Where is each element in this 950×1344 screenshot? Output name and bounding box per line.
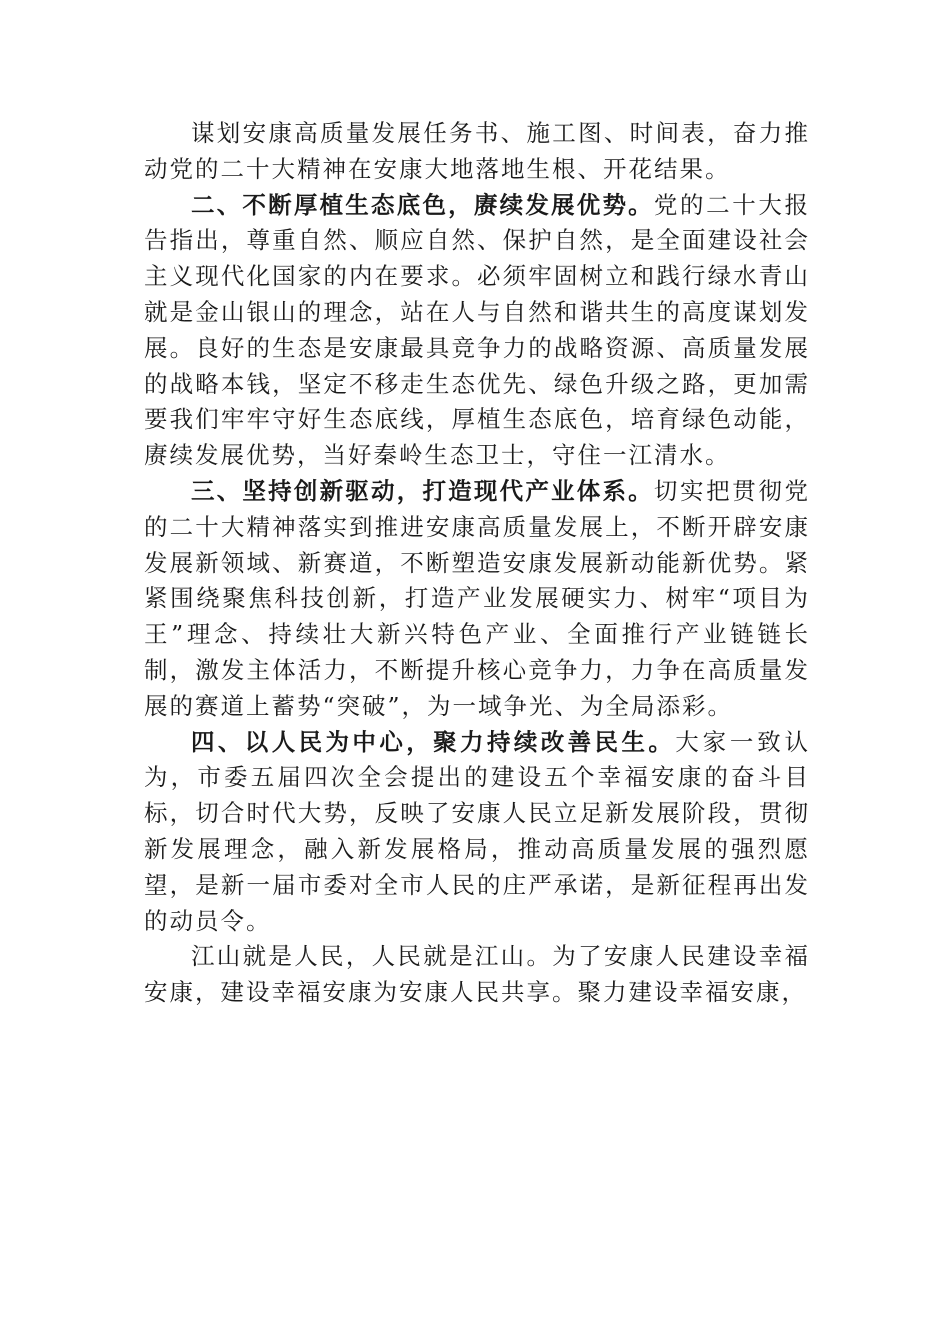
section-heading: 二、不断厚植生态底色，赓续发展优势。 <box>191 190 654 219</box>
paragraph-people <box>144 939 810 1011</box>
paragraph-innovation <box>144 474 810 725</box>
section-heading: 四、以人民为中心，聚力持续改善民生。 <box>191 727 676 756</box>
paragraph-livelihood <box>144 725 810 940</box>
paragraph-body: 切实把贯彻党的二十大精神落实到推进安康高质量发展上，不断开辟安康发展新领域、新赛道，不断塑造安康发展新动能新优势。紧紧围绕聚焦科技创新，打造产业发展硬实力、树牢“项目为王”理念、持续壮大新兴特色产业、全面推行产业链链长制，激发主体活力，不断提升核心竞争力，力争在高质量发展的赛道上蓄势“突破”，为一域争光、为全局添彩。 <box>144 476 810 720</box>
paragraph-continuation <box>144 116 810 188</box>
paragraph-body: 大家一致认为，市委五届四次全会提出的建设五个幸福安康的奋斗目标，切合时代大势，反映了安康人民立足新发展阶段，贯彻新发展理念，融入新发展格局，推动高质量发展的强烈愿望，是新一届市委对全市人民的庄严承诺，是新征程再出发的动员令。 <box>144 727 810 935</box>
section-heading: 三、坚持创新驱动，打造现代产业体系。 <box>191 476 654 505</box>
document-page <box>144 116 810 1011</box>
paragraph-body: 谋划安康高质量发展任务书、施工图、时间表，奋力推动党的二十大精神在安康大地落地生根、开花结果。 <box>144 119 810 183</box>
paragraph-body: 江山就是人民，人民就是江山。为了安康人民建设幸福安康，建设幸福安康为安康人民共享。聚力建设幸福安康， <box>144 942 810 1007</box>
paragraph-ecology <box>144 188 810 474</box>
paragraph-body: 党的二十大报告指出，尊重自然、顺应自然、保护自然，是全面建设社会主义现代化国家的内在要求。必须牢固树立和践行绿水青山就是金山银山的理念，站在人与自然和谐共生的高度谋划发展。良好的生态是安康最具竞争力的战略资源、高质量发展的战略本钱，坚定不移走生态优先、绿色升级之路，更加需要我们牢牢守好生态底线，厚植生态底色，培育绿色动能，赓续发展优势，当好秦岭生态卫士，守住一江清水。 <box>144 190 810 470</box>
